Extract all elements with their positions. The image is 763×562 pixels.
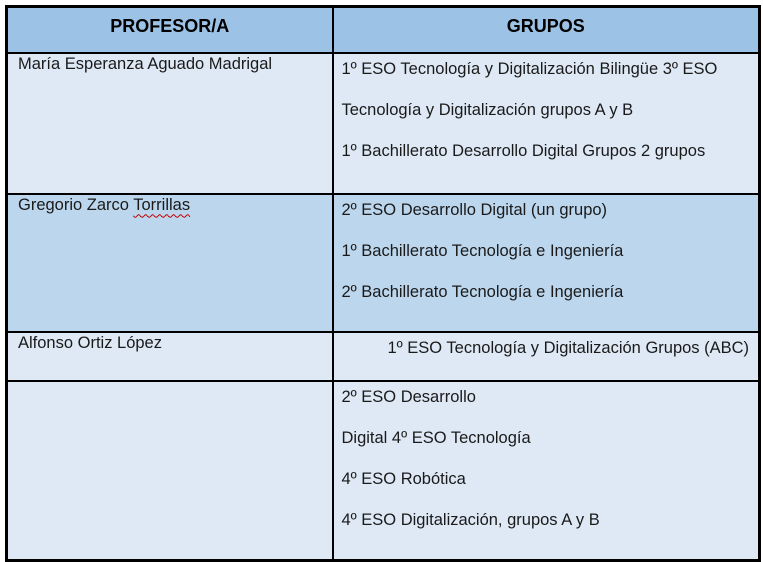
table-row: [7, 194, 760, 332]
group-line: 2º ESO Desarrollo Digital (un grupo): [341, 200, 608, 219]
table-row: [7, 53, 760, 194]
group-line: 2º Bachillerato Tecnología e Ingeniería: [341, 282, 624, 301]
groups-cell: [333, 332, 760, 381]
professor-cell-empty: [7, 381, 333, 561]
group-line: 1º ESO Tecnología y Digitalización Bilingüe 3º ESO: [341, 59, 718, 78]
professor-cell: [7, 194, 333, 332]
group-line: 2º ESO Desarrollo: [341, 387, 476, 406]
group-line: 1º ESO Tecnología y Digitalización Grupos (ABC): [387, 338, 750, 357]
group-line: 4º ESO Digitalización, grupos A y B: [341, 510, 600, 529]
professor-cell: Alfonso Ortiz López: [7, 332, 333, 381]
group-line: 4º ESO Robótica: [341, 469, 466, 488]
group-line: Tecnología y Digitalización grupos A y B: [341, 100, 634, 119]
group-line: 1º Bachillerato Tecnología e Ingeniería: [341, 241, 624, 260]
misspelled-word-squiggle: Torrillas: [133, 195, 191, 214]
professors-groups-table: [5, 5, 761, 562]
professor-name-part: Gregorio Zarco: [18, 195, 134, 214]
groups-cell: [333, 381, 760, 561]
group-line: Digital 4º ESO Tecnología: [341, 428, 531, 447]
header-cell-profesor: PROFESOR/A: [7, 7, 333, 53]
table-header-row: [7, 7, 760, 53]
header-cell-grupos: GRUPOS: [333, 7, 760, 53]
groups-cell: [333, 53, 760, 194]
professor-cell: María Esperanza Aguado Madrigal: [7, 53, 333, 194]
table-row: [7, 381, 760, 561]
table-row: [7, 332, 760, 381]
group-line: 1º Bachillerato Desarrollo Digital Grupos 2 grupos: [341, 141, 706, 160]
groups-cell: [333, 194, 760, 332]
